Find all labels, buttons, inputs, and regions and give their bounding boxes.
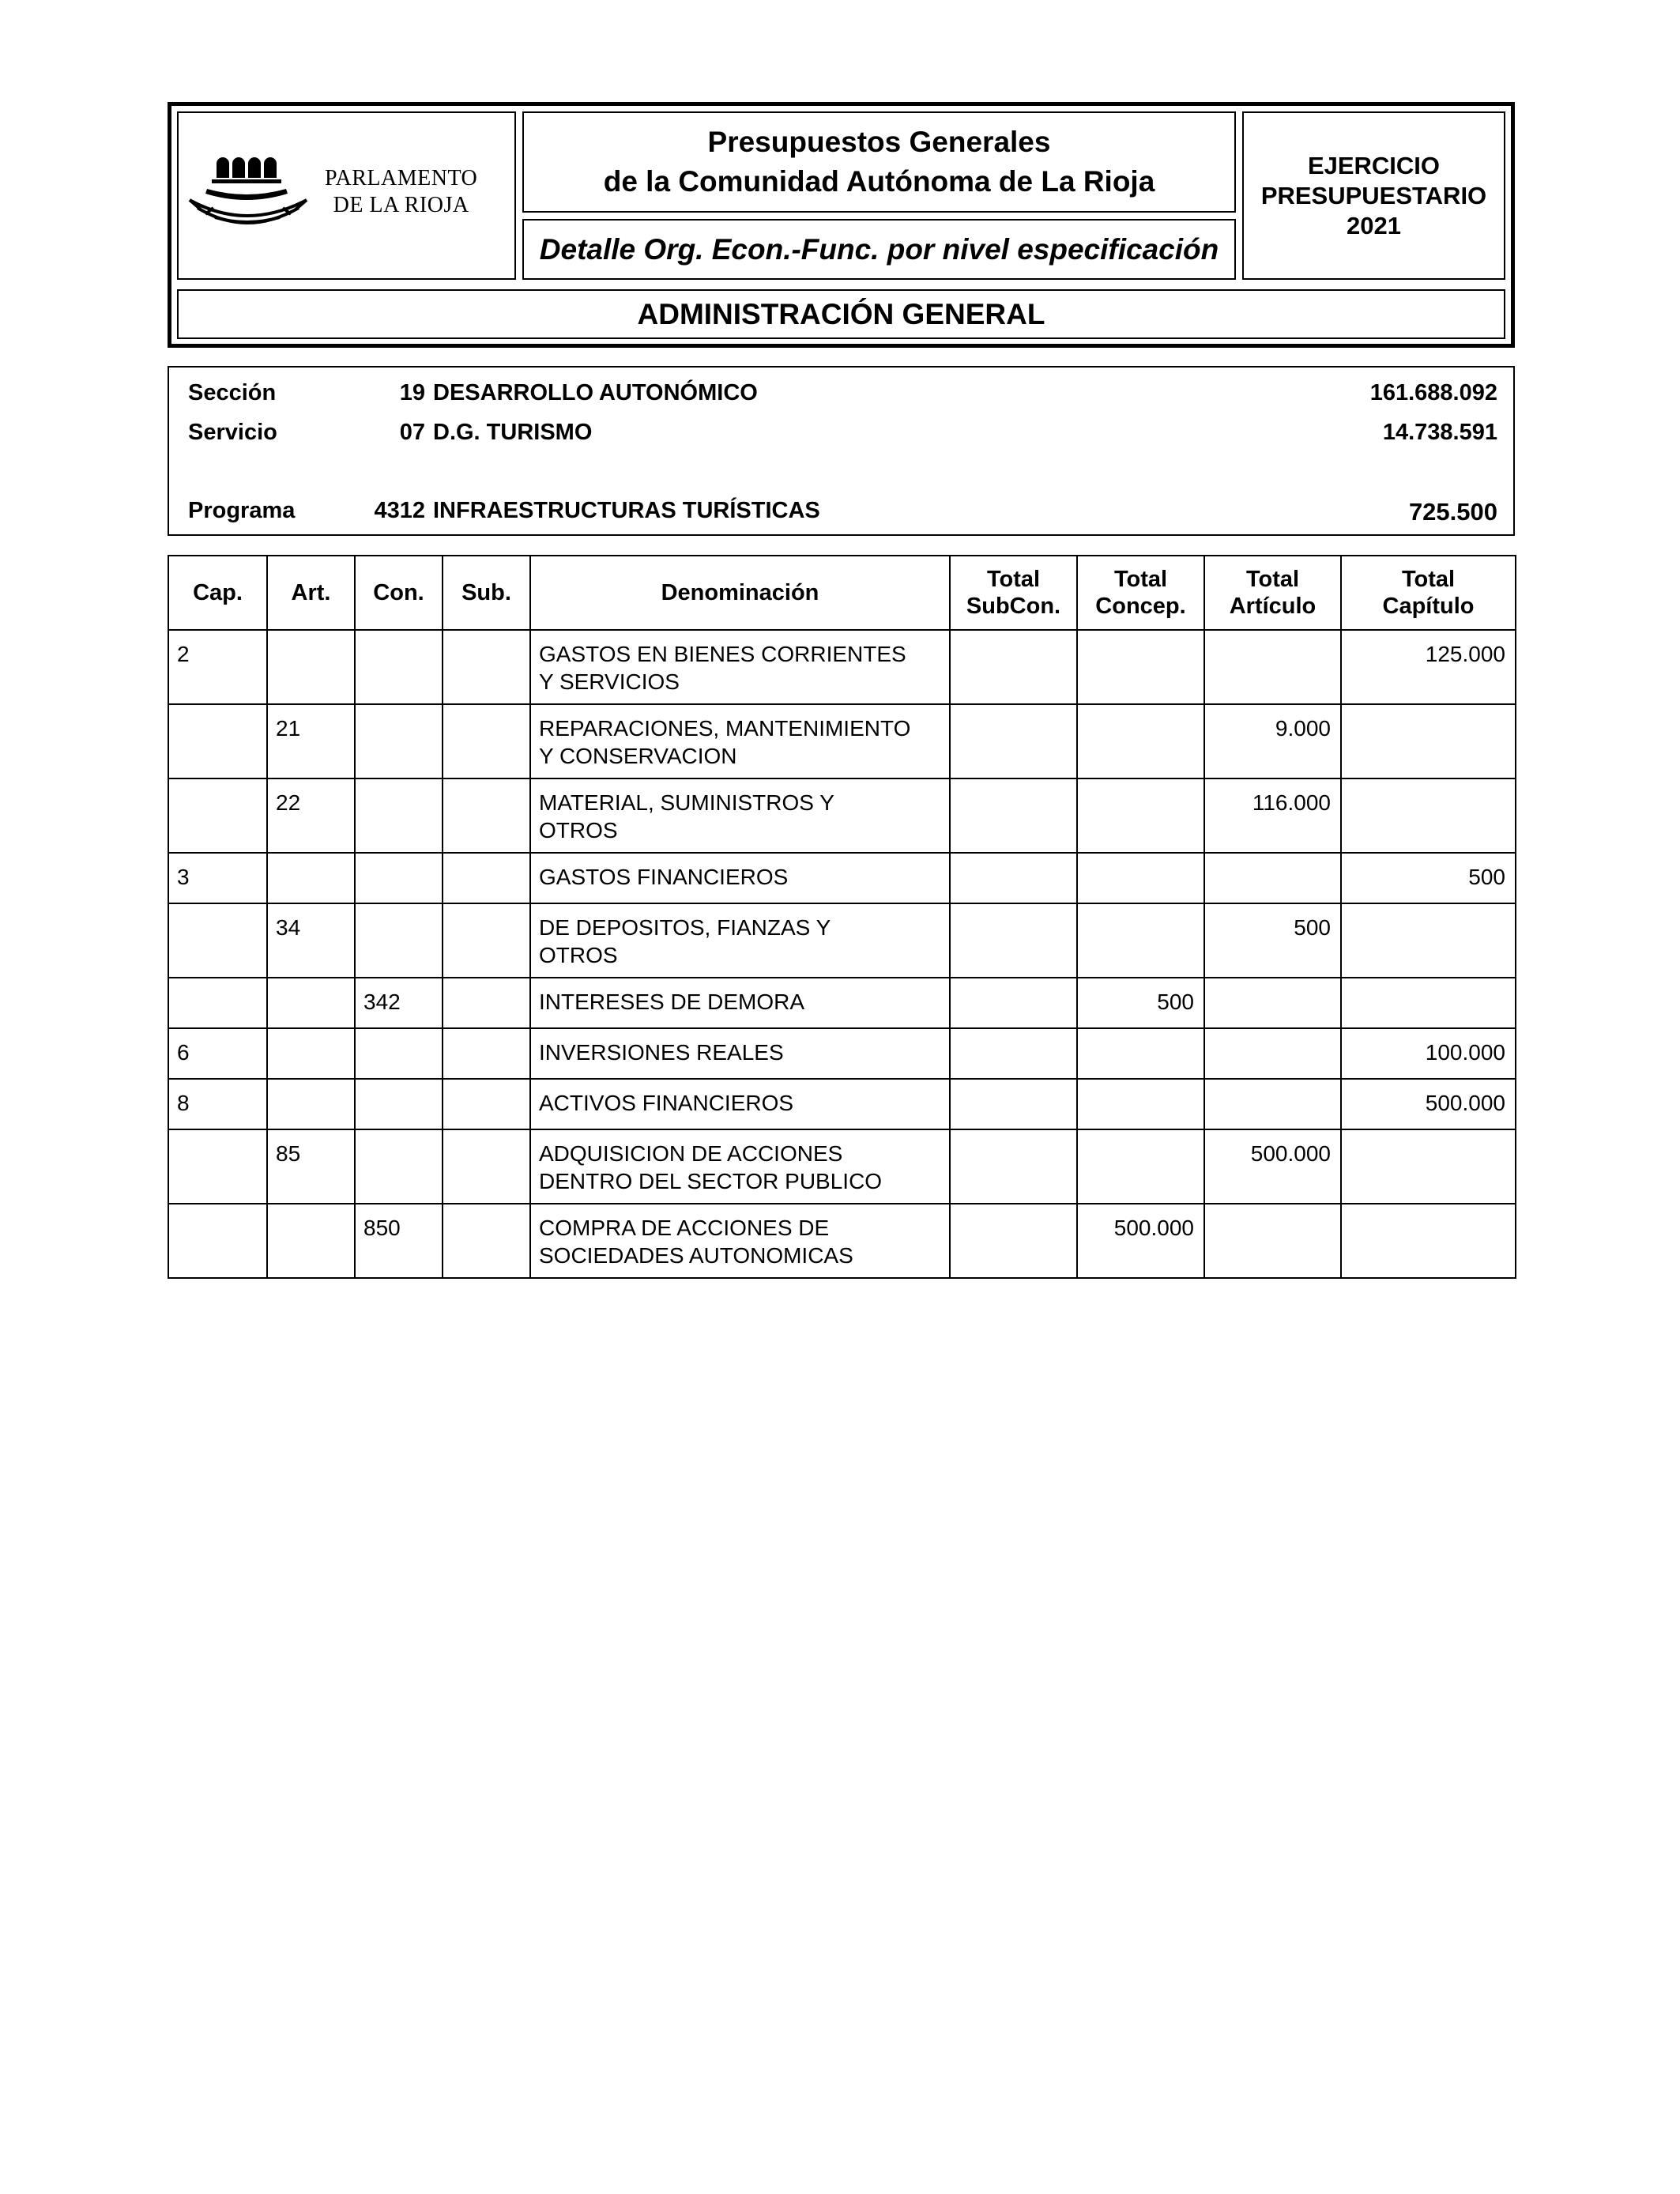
cell-art: 34 (267, 903, 355, 978)
cell-total-concep (1077, 903, 1204, 978)
cell-total-capitulo: 500.000 (1341, 1079, 1516, 1129)
cell-con (355, 1028, 443, 1079)
header-total-subcon-line-1: Total (986, 567, 1041, 592)
parliament-name (325, 165, 477, 219)
header-total-concep-line-1: Total (1113, 567, 1168, 592)
header-art: Art. (267, 556, 355, 630)
cell-total-concep (1077, 1079, 1204, 1129)
table-row (168, 978, 1516, 1028)
cell-total-concep: 500.000 (1077, 1204, 1204, 1278)
cell-denominacion (530, 704, 950, 778)
cell-total-capitulo (1341, 978, 1516, 1028)
cell-total-concep (1077, 1028, 1204, 1079)
cell-denominacion-line-1: COMPRA DE ACCIONES DE (539, 1216, 830, 1240)
cell-total-capitulo (1341, 1204, 1516, 1278)
cell-sub (443, 1079, 530, 1129)
table-row (168, 1079, 1516, 1129)
cell-total-articulo (1204, 1028, 1341, 1079)
cell-total-concep (1077, 630, 1204, 704)
cell-art: 85 (267, 1129, 355, 1204)
cell-denominacion-line-2: OTROS (539, 943, 618, 967)
header-total-articulo-line-1: Total (1245, 567, 1300, 592)
budget-detail-table (168, 555, 1516, 1279)
header-denominacion: Denominación (530, 556, 950, 630)
logo-line-2: DE LA RIOJA (333, 193, 469, 217)
document-subtitle-box (522, 219, 1236, 280)
cell-con: 342 (355, 978, 443, 1028)
cell-denominacion (530, 1028, 950, 1079)
header-total-concep (1077, 556, 1204, 630)
cell-denominacion-line-1: ADQUISICION DE ACCIONES (539, 1141, 843, 1166)
cell-total-concep: 500 (1077, 978, 1204, 1028)
parliament-logo-box (177, 111, 516, 280)
section-summary (168, 366, 1515, 536)
logo-line-1: PARLAMENTO (325, 166, 478, 190)
cell-sub (443, 903, 530, 978)
cell-denominacion-line-2: Y SERVICIOS (539, 669, 680, 694)
cell-total-concep (1077, 778, 1204, 853)
table-row (168, 630, 1516, 704)
cell-art (267, 1204, 355, 1278)
cell-total-subcon (950, 853, 1077, 903)
programa-label: Programa (188, 498, 296, 523)
cell-cap (168, 1204, 267, 1278)
cell-denominacion (530, 978, 950, 1028)
servicio-code: 07 (399, 420, 425, 445)
cell-total-articulo (1204, 1204, 1341, 1278)
table-row (168, 903, 1516, 978)
header-total-capitulo-line-1: Total (1401, 567, 1456, 592)
cell-cap (168, 903, 267, 978)
cell-total-articulo: 500.000 (1204, 1129, 1341, 1204)
cell-denominacion (530, 1129, 950, 1204)
table-row (168, 1028, 1516, 1079)
cell-total-subcon (950, 704, 1077, 778)
cell-total-concep (1077, 853, 1204, 903)
cell-con (355, 778, 443, 853)
cell-sub (443, 630, 530, 704)
fiscal-year-value: 2021 (1347, 211, 1401, 239)
cell-art (267, 978, 355, 1028)
document-title-box (522, 111, 1236, 213)
cell-sub (443, 1204, 530, 1278)
document-subtitle: Detalle Org. Econ.-Func. por nivel especificación (539, 232, 1219, 266)
cell-total-capitulo: 125.000 (1341, 630, 1516, 704)
cell-total-articulo (1204, 978, 1341, 1028)
cell-total-articulo: 116.000 (1204, 778, 1341, 853)
cell-cap (168, 1129, 267, 1204)
cell-art (267, 630, 355, 704)
seccion-amount: 161.688.092 (1369, 380, 1497, 405)
cell-denominacion-line-1: REPARACIONES, MANTENIMIENTO (539, 716, 911, 741)
seccion-code: 19 (399, 380, 425, 405)
cell-art (267, 1079, 355, 1129)
programa-amount: 725.500 (1408, 498, 1497, 526)
cell-sub (443, 778, 530, 853)
cell-art (267, 853, 355, 903)
cell-con (355, 1079, 443, 1129)
cell-con (355, 630, 443, 704)
cell-total-subcon (950, 1204, 1077, 1278)
header-total-subcon (950, 556, 1077, 630)
cell-total-subcon (950, 1129, 1077, 1204)
fiscal-year-label-2: PRESUPUESTARIO (1260, 181, 1487, 209)
cell-total-articulo (1204, 630, 1341, 704)
cell-total-articulo: 500 (1204, 903, 1341, 978)
header-total-capitulo-line-2: Capítulo (1382, 594, 1475, 619)
table-header-row (168, 556, 1516, 630)
header-total-capitulo (1341, 556, 1516, 630)
cell-denominacion-line-2: SOCIEDADES AUTONOMICAS (539, 1243, 853, 1268)
cell-total-capitulo: 500 (1341, 853, 1516, 903)
table-row (168, 704, 1516, 778)
header-con: Con. (355, 556, 443, 630)
cell-denominacion (530, 778, 950, 853)
cell-con (355, 853, 443, 903)
cell-denominacion-line-1: INTERESES DE DEMORA (539, 990, 805, 1014)
cell-denominacion (530, 630, 950, 704)
cell-cap: 2 (168, 630, 267, 704)
servicio-amount: 14.738.591 (1382, 420, 1497, 445)
servicio-label: Servicio (188, 420, 277, 445)
table-row (168, 1129, 1516, 1204)
cell-total-subcon (950, 1028, 1077, 1079)
programa-name: INFRAESTRUCTURAS TURÍSTICAS (433, 498, 820, 523)
table-row (168, 853, 1516, 903)
cell-total-subcon (950, 778, 1077, 853)
header-total-concep-line-2: Concep. (1095, 594, 1186, 619)
cell-total-articulo: 9.000 (1204, 704, 1341, 778)
header-total-articulo (1204, 556, 1341, 630)
document-title-line-1: Presupuestos Generales (707, 126, 1051, 158)
header-total-subcon-line-2: SubCon. (966, 594, 1061, 619)
cell-total-concep (1077, 1129, 1204, 1204)
cell-total-subcon (950, 978, 1077, 1028)
cell-cap (168, 704, 267, 778)
cell-denominacion-line-1: MATERIAL, SUMINISTROS Y (539, 790, 834, 815)
cell-total-articulo (1204, 853, 1341, 903)
cell-cap: 6 (168, 1028, 267, 1079)
cell-denominacion (530, 853, 950, 903)
cell-denominacion-line-2: DENTRO DEL SECTOR PUBLICO (539, 1169, 883, 1193)
servicio-name: D.G. TURISMO (433, 420, 593, 445)
header-total-articulo-line-2: Artículo (1229, 594, 1317, 619)
cell-con (355, 903, 443, 978)
cell-cap: 3 (168, 853, 267, 903)
cell-total-articulo (1204, 1079, 1341, 1129)
cell-denominacion (530, 1079, 950, 1129)
header-sub: Sub. (443, 556, 530, 630)
cell-con (355, 1129, 443, 1204)
table-row (168, 1204, 1516, 1278)
cell-denominacion-line-1: GASTOS FINANCIEROS (539, 865, 789, 889)
cell-total-subcon (950, 1079, 1077, 1129)
cell-total-concep (1077, 704, 1204, 778)
fiscal-year-label-1: EJERCICIO (1307, 151, 1441, 179)
cell-denominacion-line-2: OTROS (539, 818, 618, 843)
fiscal-year-box (1242, 111, 1505, 280)
cell-total-capitulo (1341, 778, 1516, 853)
cell-denominacion-line-1: ACTIVOS FINANCIEROS (539, 1091, 794, 1115)
table-row (168, 778, 1516, 853)
document-title-line-2: de la Comunidad Autónoma de La Rioja (603, 165, 1155, 198)
seccion-label: Sección (188, 380, 277, 405)
cell-sub (443, 1028, 530, 1079)
cell-cap (168, 778, 267, 853)
header-cap: Cap. (168, 556, 267, 630)
cell-total-capitulo (1341, 704, 1516, 778)
administration-title: ADMINISTRACIÓN GENERAL (637, 297, 1045, 330)
cell-total-subcon (950, 903, 1077, 978)
cell-total-subcon (950, 630, 1077, 704)
cell-con: 850 (355, 1204, 443, 1278)
cell-total-capitulo (1341, 903, 1516, 978)
cell-sub (443, 704, 530, 778)
cell-total-capitulo: 100.000 (1341, 1028, 1516, 1079)
administration-box (177, 289, 1505, 339)
parliament-emblem-icon (183, 145, 318, 239)
cell-art: 22 (267, 778, 355, 853)
seccion-name: DESARROLLO AUTONÓMICO (433, 380, 758, 405)
cell-sub (443, 978, 530, 1028)
cell-denominacion-line-2: Y CONSERVACION (539, 744, 737, 768)
cell-con (355, 704, 443, 778)
cell-denominacion-line-1: DE DEPOSITOS, FIANZAS Y (539, 915, 831, 940)
cell-denominacion-line-1: INVERSIONES REALES (539, 1040, 784, 1065)
programa-code: 4312 (374, 498, 425, 523)
cell-sub (443, 1129, 530, 1204)
cell-denominacion-line-1: GASTOS EN BIENES CORRIENTES (539, 642, 906, 666)
cell-art (267, 1028, 355, 1079)
cell-art: 21 (267, 704, 355, 778)
cell-cap: 8 (168, 1079, 267, 1129)
cell-sub (443, 853, 530, 903)
cell-cap (168, 978, 267, 1028)
cell-denominacion (530, 903, 950, 978)
cell-total-capitulo (1341, 1129, 1516, 1204)
cell-denominacion (530, 1204, 950, 1278)
